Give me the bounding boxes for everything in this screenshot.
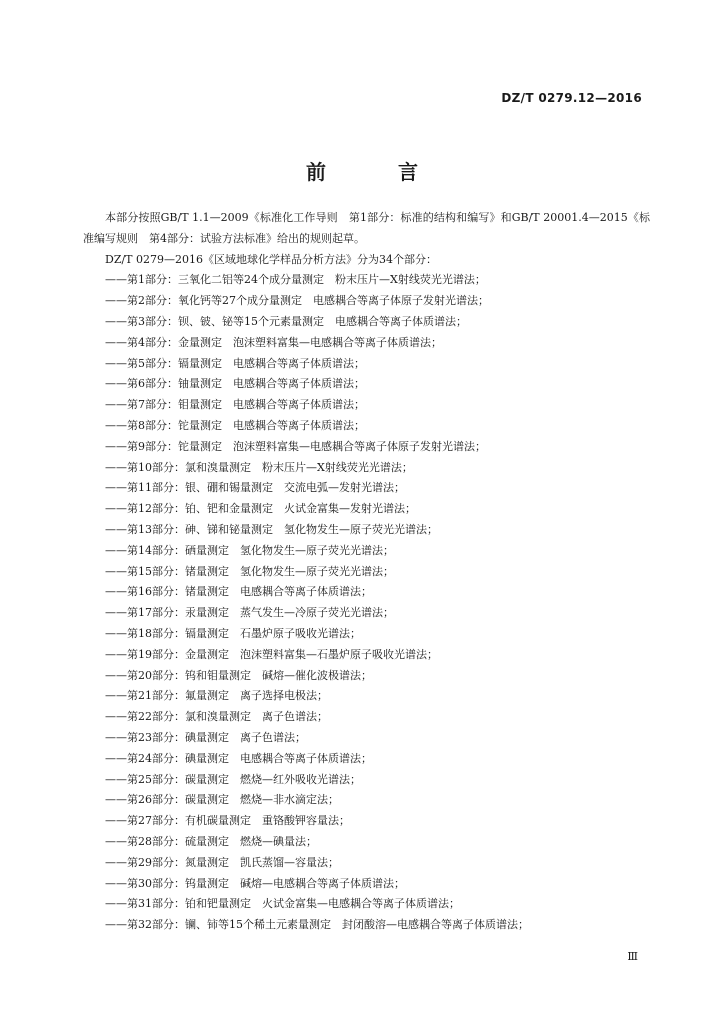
list-item: ——第14部分：硒量测定 氢化物发生—原子荧光光谱法； [105, 543, 394, 557]
list-item: ——第3部分：钡、铍、铋等15个元素量测定 电感耦合等离子体质谱法； [105, 314, 467, 328]
list-item: ——第22部分：氯和溴量测定 离子色谱法； [105, 710, 328, 724]
list-item: ——第11部分：银、硼和锡量测定 交流电弧—发射光谱法； [105, 481, 405, 495]
list-item: ——第8部分：铊量测定 电感耦合等离子体质谱法； [105, 418, 365, 432]
list-item: ——第28部分：硫量测定 燃烧—碘量法； [105, 834, 317, 848]
list-item: ——第20部分：钨和钼量测定 碱熔—催化波极谱法； [105, 668, 372, 682]
page-title: 前 言 [306, 160, 444, 184]
list-item: ——第21部分：氟量测定 离子选择电极法； [105, 689, 328, 703]
list-item: ——第24部分：碘量测定 电感耦合等离子体质谱法； [105, 751, 372, 765]
list-item: ——第27部分：有机碳量测定 重铬酸钾容量法； [105, 814, 350, 828]
list-item: ——第13部分：砷、锑和铋量测定 氢化物发生—原子荧光光谱法； [105, 522, 438, 536]
list-item: ——第2部分：氧化钙等27个成分量测定 电感耦合等离子体原子发射光谱法； [105, 294, 489, 308]
page-number: Ⅲ [627, 950, 638, 963]
list-item: ——第19部分：金量测定 泡沫塑料富集—石墨炉原子吸收光谱法； [105, 647, 438, 661]
list-item: ——第6部分：铀量测定 电感耦合等离子体质谱法； [105, 377, 365, 391]
list-item: ——第29部分：氮量测定 凯氏蒸馏—容量法； [105, 855, 339, 869]
intro-paragraph-drafting-rules: 本部分按照GB/T 1.1—2009《标准化工作导则 第1部分：标准的结构和编写》和GB/T 20001.4—2015《标准编写规则 第4部分：试验方法标准》给出的规则起草。 [83, 211, 650, 245]
list-item: ——第15部分：锗量测定 氢化物发生—原子荧光光谱法； [105, 564, 394, 578]
list-item: ——第30部分：钨量测定 碱熔—电感耦合等离子体质谱法； [105, 876, 405, 890]
list-item: ——第17部分：汞量测定 蒸气发生—冷原子荧光光谱法； [105, 606, 394, 620]
list-item: ——第31部分：铂和钯量测定 火试金富集—电感耦合等离子体质谱法； [105, 897, 460, 911]
foreword-body [83, 208, 650, 936]
intro-paragraph-parts-count: DZ/T 0279—2016《区域地球化学样品分析方法》分为34个部分： [105, 252, 437, 266]
list-item: ——第12部分：铂、钯和金量测定 火试金富集—发射光谱法； [105, 502, 416, 516]
list-item: ——第9部分：铊量测定 泡沫塑料富集—电感耦合等离子体原子发射光谱法； [105, 439, 486, 453]
list-item: ——第16部分：锗量测定 电感耦合等离子体质谱法； [105, 585, 372, 599]
list-item: ——第23部分：碘量测定 离子色谱法； [105, 730, 306, 744]
list-item: ——第1部分：三氧化二铝等24个成分量测定 粉末压片—X射线荧光光谱法； [105, 273, 486, 287]
document-code: DZ/T 0279.12—2016 [501, 91, 642, 105]
list-item: ——第18部分：镉量测定 石墨炉原子吸收光谱法； [105, 626, 361, 640]
list-item: ——第26部分：碳量测定 燃烧—非水滴定法； [105, 793, 339, 807]
list-item: ——第7部分：钼量测定 电感耦合等离子体质谱法； [105, 398, 365, 412]
list-item: ——第5部分：镉量测定 电感耦合等离子体质谱法； [105, 356, 365, 370]
list-item: ——第25部分：碳量测定 燃烧—红外吸收光谱法； [105, 772, 361, 786]
list-item: ——第10部分：氯和溴量测定 粉末压片—X射线荧光光谱法； [105, 460, 413, 474]
list-item: ——第4部分：金量测定 泡沫塑料富集—电感耦合等离子体质谱法； [105, 335, 442, 349]
parts-list [83, 270, 650, 936]
list-item: ——第32部分：镧、铈等15个稀土元素量测定 封闭酸溶—电感耦合等离子体质谱法； [105, 918, 529, 932]
